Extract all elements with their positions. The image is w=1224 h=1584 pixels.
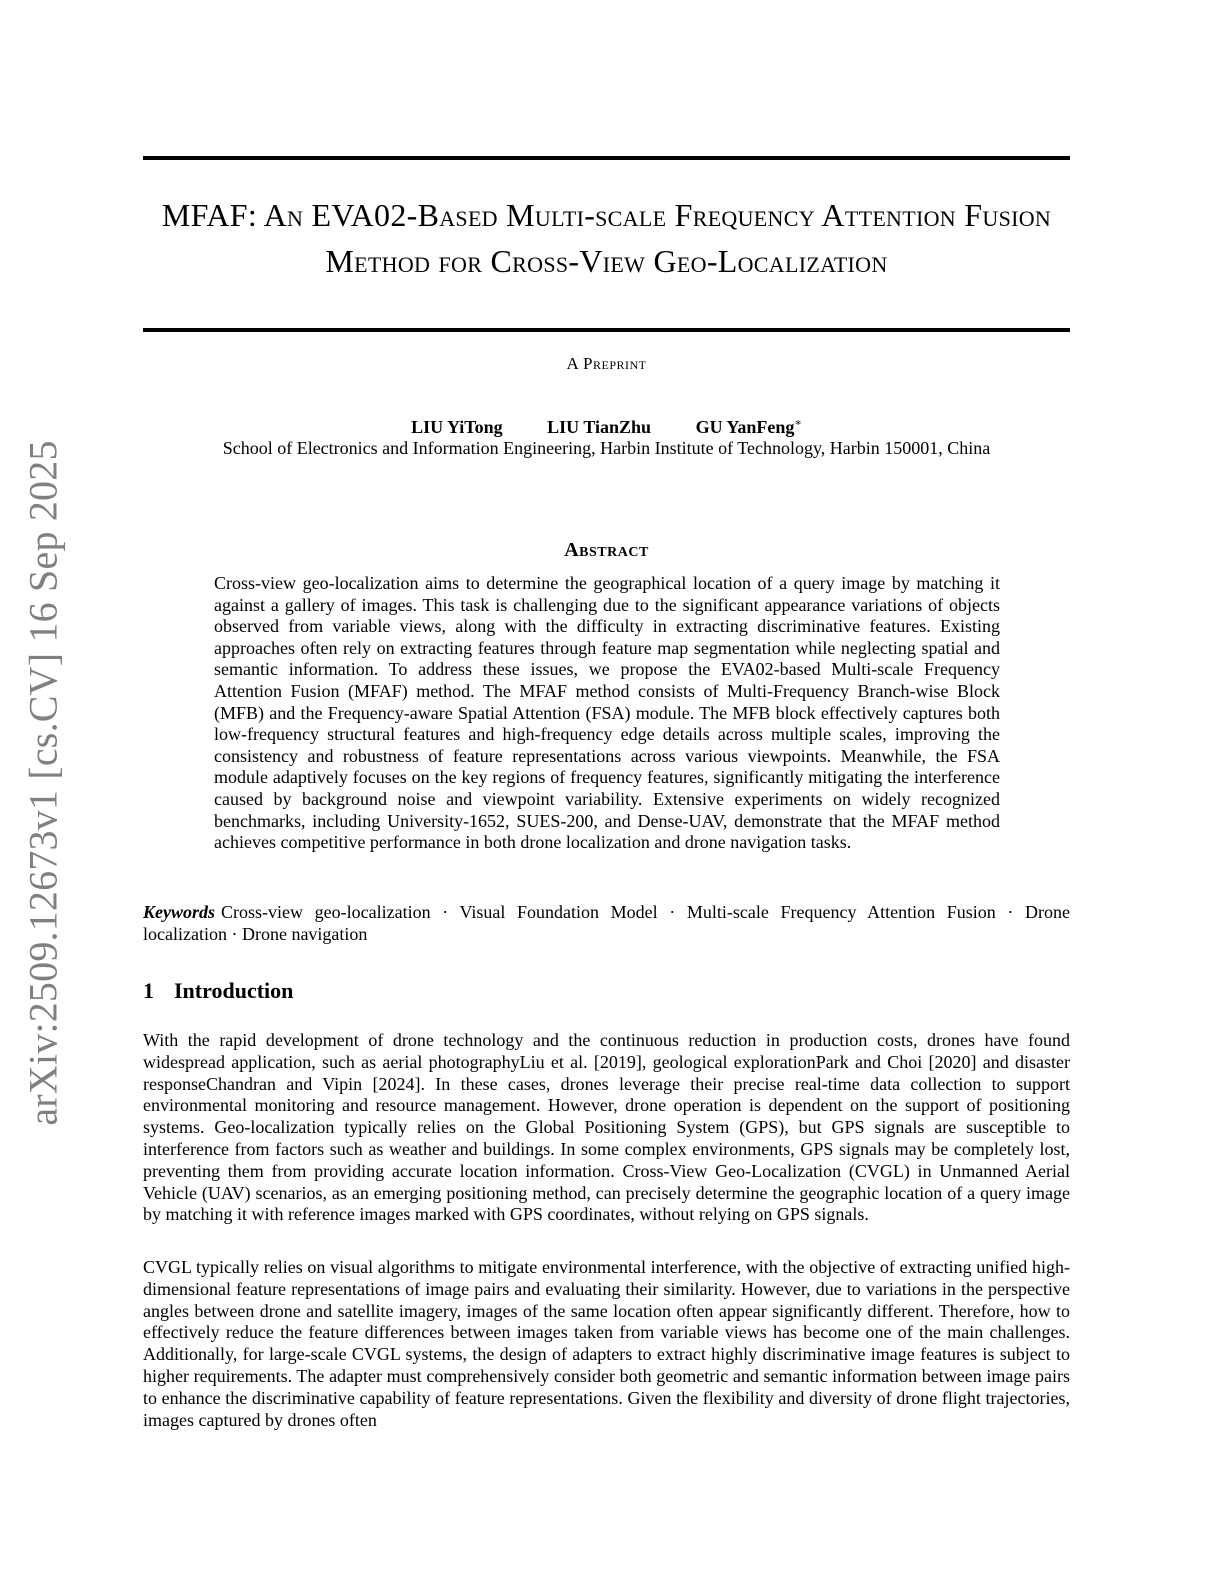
author-name: LIU TianZhu [547, 417, 652, 437]
section-heading-introduction [143, 978, 293, 1004]
keywords-label: Keywords [143, 902, 215, 922]
keywords-text: Cross-view geo-localization · Visual Foundation Model · Multi-scale Frequency Attention Fusion · Drone localization · Drone navigation [143, 902, 1070, 944]
arxiv-identifier-stamp: arXiv:2509.12673v1 [cs.CV] 16 Sep 2025 [20, 440, 66, 1126]
preprint-label: A Preprint [566, 354, 647, 373]
keywords-block [143, 901, 1070, 945]
paper-title: MFAF: An EVA02-Based Multi-scale Frequency Attention Fusion Method for Cross-View Geo-Localization [161, 197, 1052, 279]
abstract-heading: Abstract [564, 539, 649, 561]
section-number: 1 [143, 978, 154, 1003]
author-list [143, 416, 1070, 438]
title-top-rule [143, 156, 1070, 160]
body-paragraph: With the rapid development of drone technology and the continuous reduction in production costs, drones have found widespread application, such as aerial photographyLiu et al. [2019], geological explorationPark and Choi [2020] and disaster responseChandran and Vipin [2024]. In these cases, drones leverage their precise real-time data collection to support environmental monitoring and resource management. However, drone operation is dependent on the support of positioning systems. Geo-localization typically relies on the Global Positioning System (GPS), but GPS signals are susceptible to interference from factors such as weather and buildings. In some complex environments, GPS signals may be completely lost, preventing them from providing accurate location information. Cross-View Geo-Localization (CVGL) in Unmanned Aerial Vehicle (UAV) scenarios, as an emerging positioning method, can precisely determine the geographic location of a query image by matching it with reference images marked with GPS coordinates, without relying on GPS signals. [143, 1030, 1070, 1225]
author-affiliation: School of Electronics and Information Engineering, Harbin Institute of Technology, Harbin 150001, China [222, 438, 991, 458]
author-name: GU YanFeng∗ [695, 417, 802, 437]
title-bottom-rule [143, 328, 1070, 332]
corresponding-author-mark: ∗ [794, 417, 802, 429]
section-title: Introduction [174, 978, 294, 1003]
abstract-text: Cross-view geo-localization aims to determine the geographical location of a query image by matching it against a gallery of images. This task is challenging due to the significant appearance variations of objects observed from variable views, along with the difficulty in extracting discriminative features. Existing approaches often rely on extracting features through feature map segmentation while neglecting spatial and semantic information. To address these issues, we propose the EVA02-based Multi-scale Frequency Attention Fusion (MFAF) method. The MFAF method consists of Multi-Frequency Branch-wise Block (MFB) and the Frequency-aware Spatial Attention (FSA) module. The MFB block effectively captures both low-frequency structural features and high-frequency edge details across multiple scales, improving the consistency and robustness of feature representations across various viewpoints. Meanwhile, the FSA module adaptively focuses on the key regions of frequency features, significantly mitigating the interference caused by background noise and viewpoint variability. Extensive experiments on widely recognized benchmarks, including University-1652, SUES-200, and Dense-UAV, demonstrate that the MFAF method achieves competitive performance in both drone localization and drone navigation tasks. [214, 573, 1000, 853]
body-paragraph: CVGL typically relies on visual algorithms to mitigate environmental interference, with the objective of extracting unified high-dimensional feature representations of image pairs and evaluating their similarity. However, due to variations in the perspective angles between drone and satellite imagery, images of the same location often appear significantly different. Therefore, how to effectively reduce the feature differences between images taken from variable views has become one of the main challenges. Additionally, for large-scale CVGL systems, the design of adapters to extract highly discriminative image features is subject to higher requirements. The adapter must comprehensively consider both geometric and semantic information between image pairs to enhance the discriminative capability of feature representations. Given the flexibility and diversity of drone flight trajectories, images captured by drones often [143, 1257, 1070, 1430]
author-name: LIU YiTong [411, 417, 503, 437]
